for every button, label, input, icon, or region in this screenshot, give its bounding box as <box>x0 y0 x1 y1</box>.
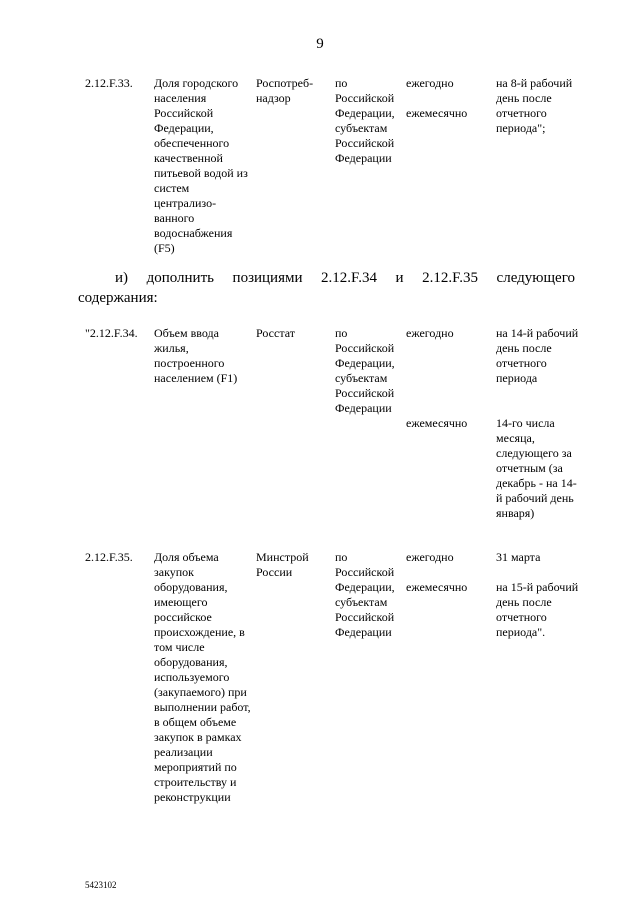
instruction-line-2: содержания: <box>78 290 158 306</box>
row-f33-level: по Российской Федерации, субъектам Российской Федерации <box>335 76 395 165</box>
row-f33-period-annual: ежегодно <box>406 76 454 90</box>
row-f35-deadline-monthly: на 15-й рабочий день после отчетного периода". <box>496 580 579 639</box>
row-f35-code: 2.12.F.35. <box>85 550 133 564</box>
instruction-line-1: и) дополнить позициями 2.12.F.34 и 2.12.F.35 следующего <box>115 270 575 286</box>
row-f35-deadline-annual: 31 марта <box>496 550 541 564</box>
row-f34-deadline-annual: на 14-й рабочий день после отчетного периода <box>496 326 579 385</box>
row-f34-level: по Российской Федерации, субъектам Российской Федерации <box>335 326 395 415</box>
row-f33-deadline: на 8-й рабочий день после отчетного периода"; <box>496 76 573 135</box>
row-f35-name: Доля объема закупок оборудования, имеющего российское происхождение, в том числе оборудования, используемого (закупаемого) при выполнении работ, в общем объеме закупок в рамках реализации мероприятий по строительству и реконструкции <box>154 550 251 804</box>
row-f35-level: по Российской Федерации, субъектам Российской Федерации <box>335 550 395 639</box>
amendment-instruction <box>78 268 575 308</box>
row-f35-period-annual: ежегодно <box>406 550 454 564</box>
row-f33-agency: Роспотреб- надзор <box>256 76 314 105</box>
row-f35-period-monthly: ежемесячно <box>406 580 468 594</box>
row-f35-agency: Минстрой России <box>256 550 309 579</box>
row-f34-code: "2.12.F.34. <box>85 326 138 340</box>
page-number: 9 <box>316 36 324 52</box>
row-f33-code: 2.12.F.33. <box>85 76 133 90</box>
row-f34-period-annual: ежегодно <box>406 326 454 340</box>
row-f34-agency: Росстат <box>256 326 295 340</box>
document-id: 5423102 <box>85 880 117 890</box>
row-f34-period-monthly: ежемесячно <box>406 416 468 430</box>
row-f33-period-monthly: ежемесячно <box>406 106 468 120</box>
row-f33-name: Доля городского населения Российской Федерации, обеспеченного качественной питьевой водой из систем централизо- ванного водоснабжения (F5) <box>154 76 248 255</box>
row-f34-name: Объем ввода жилья, построенного населением (F1) <box>154 326 238 385</box>
row-f34-deadline-monthly: 14-го числа месяца, следующего за отчетным (за декабрь - на 14-й рабочий день января) <box>496 416 577 520</box>
